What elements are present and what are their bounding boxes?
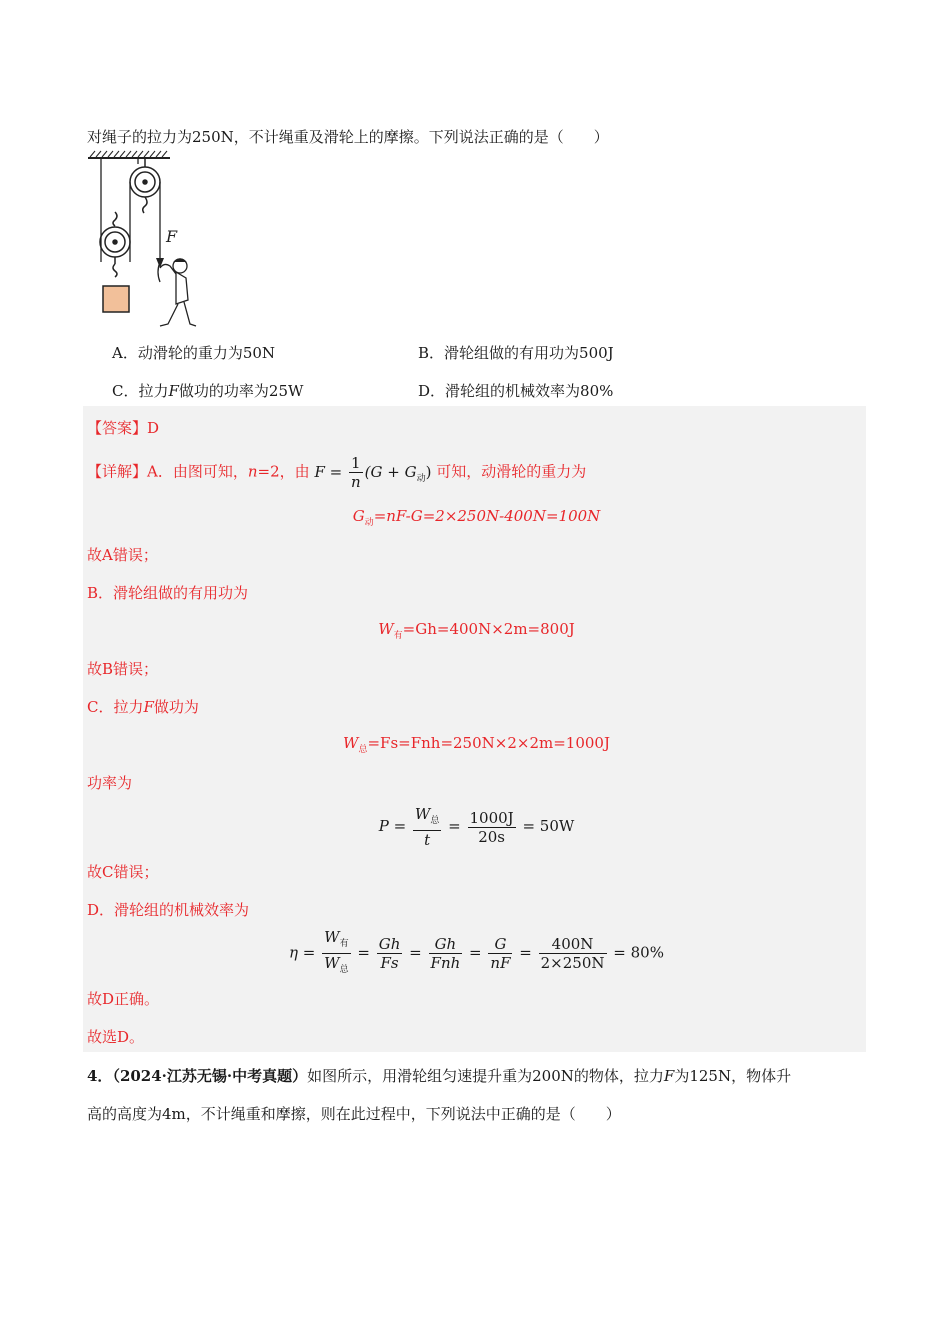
question-intro: 对绳子的拉力为250N，不计绳重及滑轮上的摩擦。下列说法正确的是（ ）	[87, 128, 609, 146]
option-a: A．动滑轮的重力为50N	[112, 344, 276, 362]
detail-c-conclusion: 故C错误；	[87, 863, 159, 881]
ceiling-icon	[88, 151, 170, 158]
detail-a-line: 【详解】A．由图可知，n=2，由 F = $\frac{1}{n}$ $(G + G_动)$ 可知，动滑轮的重力为	[87, 454, 587, 491]
detail-d-conclusion: 故D正确。	[87, 990, 160, 1008]
option-b: B．滑轮组做的有用功为500J	[418, 344, 614, 362]
person-pulling-icon	[158, 259, 196, 326]
answer-label: 【答案】D	[87, 419, 160, 437]
pulley-system-figure	[86, 150, 206, 332]
detail-d-line: D．滑轮组的机械效率为	[87, 901, 250, 919]
equation-useful-work: $W_有=Gh=400N\times 2m=800J$	[378, 620, 575, 641]
movable-pulley-icon	[100, 212, 130, 277]
question-4-line-2: 高的高度为4m，不计绳重和摩擦，则在此过程中，下列说法中正确的是（ ）	[87, 1105, 621, 1123]
equation-power: P = $\frac{W_总}{t}$ = $\frac{1000J}{20s}$ = 50W	[378, 805, 575, 849]
power-label: 功率为	[87, 774, 133, 792]
detail-b-line: B．滑轮组做的有用功为	[87, 584, 249, 602]
weight-block-icon	[103, 286, 129, 312]
equation-total-work: $W_总=Fs=Fnh=250N\times 2\times 2m=1000J$	[343, 734, 610, 755]
option-d: D．滑轮组的机械效率为80%	[418, 382, 614, 400]
question-4-line-1: 4．（2024·江苏无锡·中考真题）如图所示，用滑轮组匀速提升重为200N的物体，拉力F为125N，物体升	[87, 1067, 792, 1085]
fixed-pulley-icon	[130, 158, 160, 213]
equation-g-moving: $G_动=nF-G=2\times 250N-400N=100N$	[352, 507, 601, 528]
force-label: F	[166, 227, 178, 246]
detail-c-line: C．拉力F做功为	[87, 698, 199, 716]
detail-a-conclusion: 故A错误；	[87, 546, 158, 564]
option-c: C．拉力F做功的功率为25W	[112, 382, 304, 400]
detail-b-conclusion: 故B错误；	[87, 660, 159, 678]
pulley-force-formula: F = $\frac{1}{n}$ $(G + G_动)$	[314, 454, 432, 491]
equation-efficiency: η = $\frac{W_有}{W_总}$ = $\frac{Gh}{Fs}$ = $\frac{Gh}{\text{Fnh}}$ = $\frac{G}{nF}$ = $\frac{400N}{2\times 250N}$ = 80%	[289, 928, 664, 975]
final-answer: 故选D。	[87, 1028, 145, 1046]
